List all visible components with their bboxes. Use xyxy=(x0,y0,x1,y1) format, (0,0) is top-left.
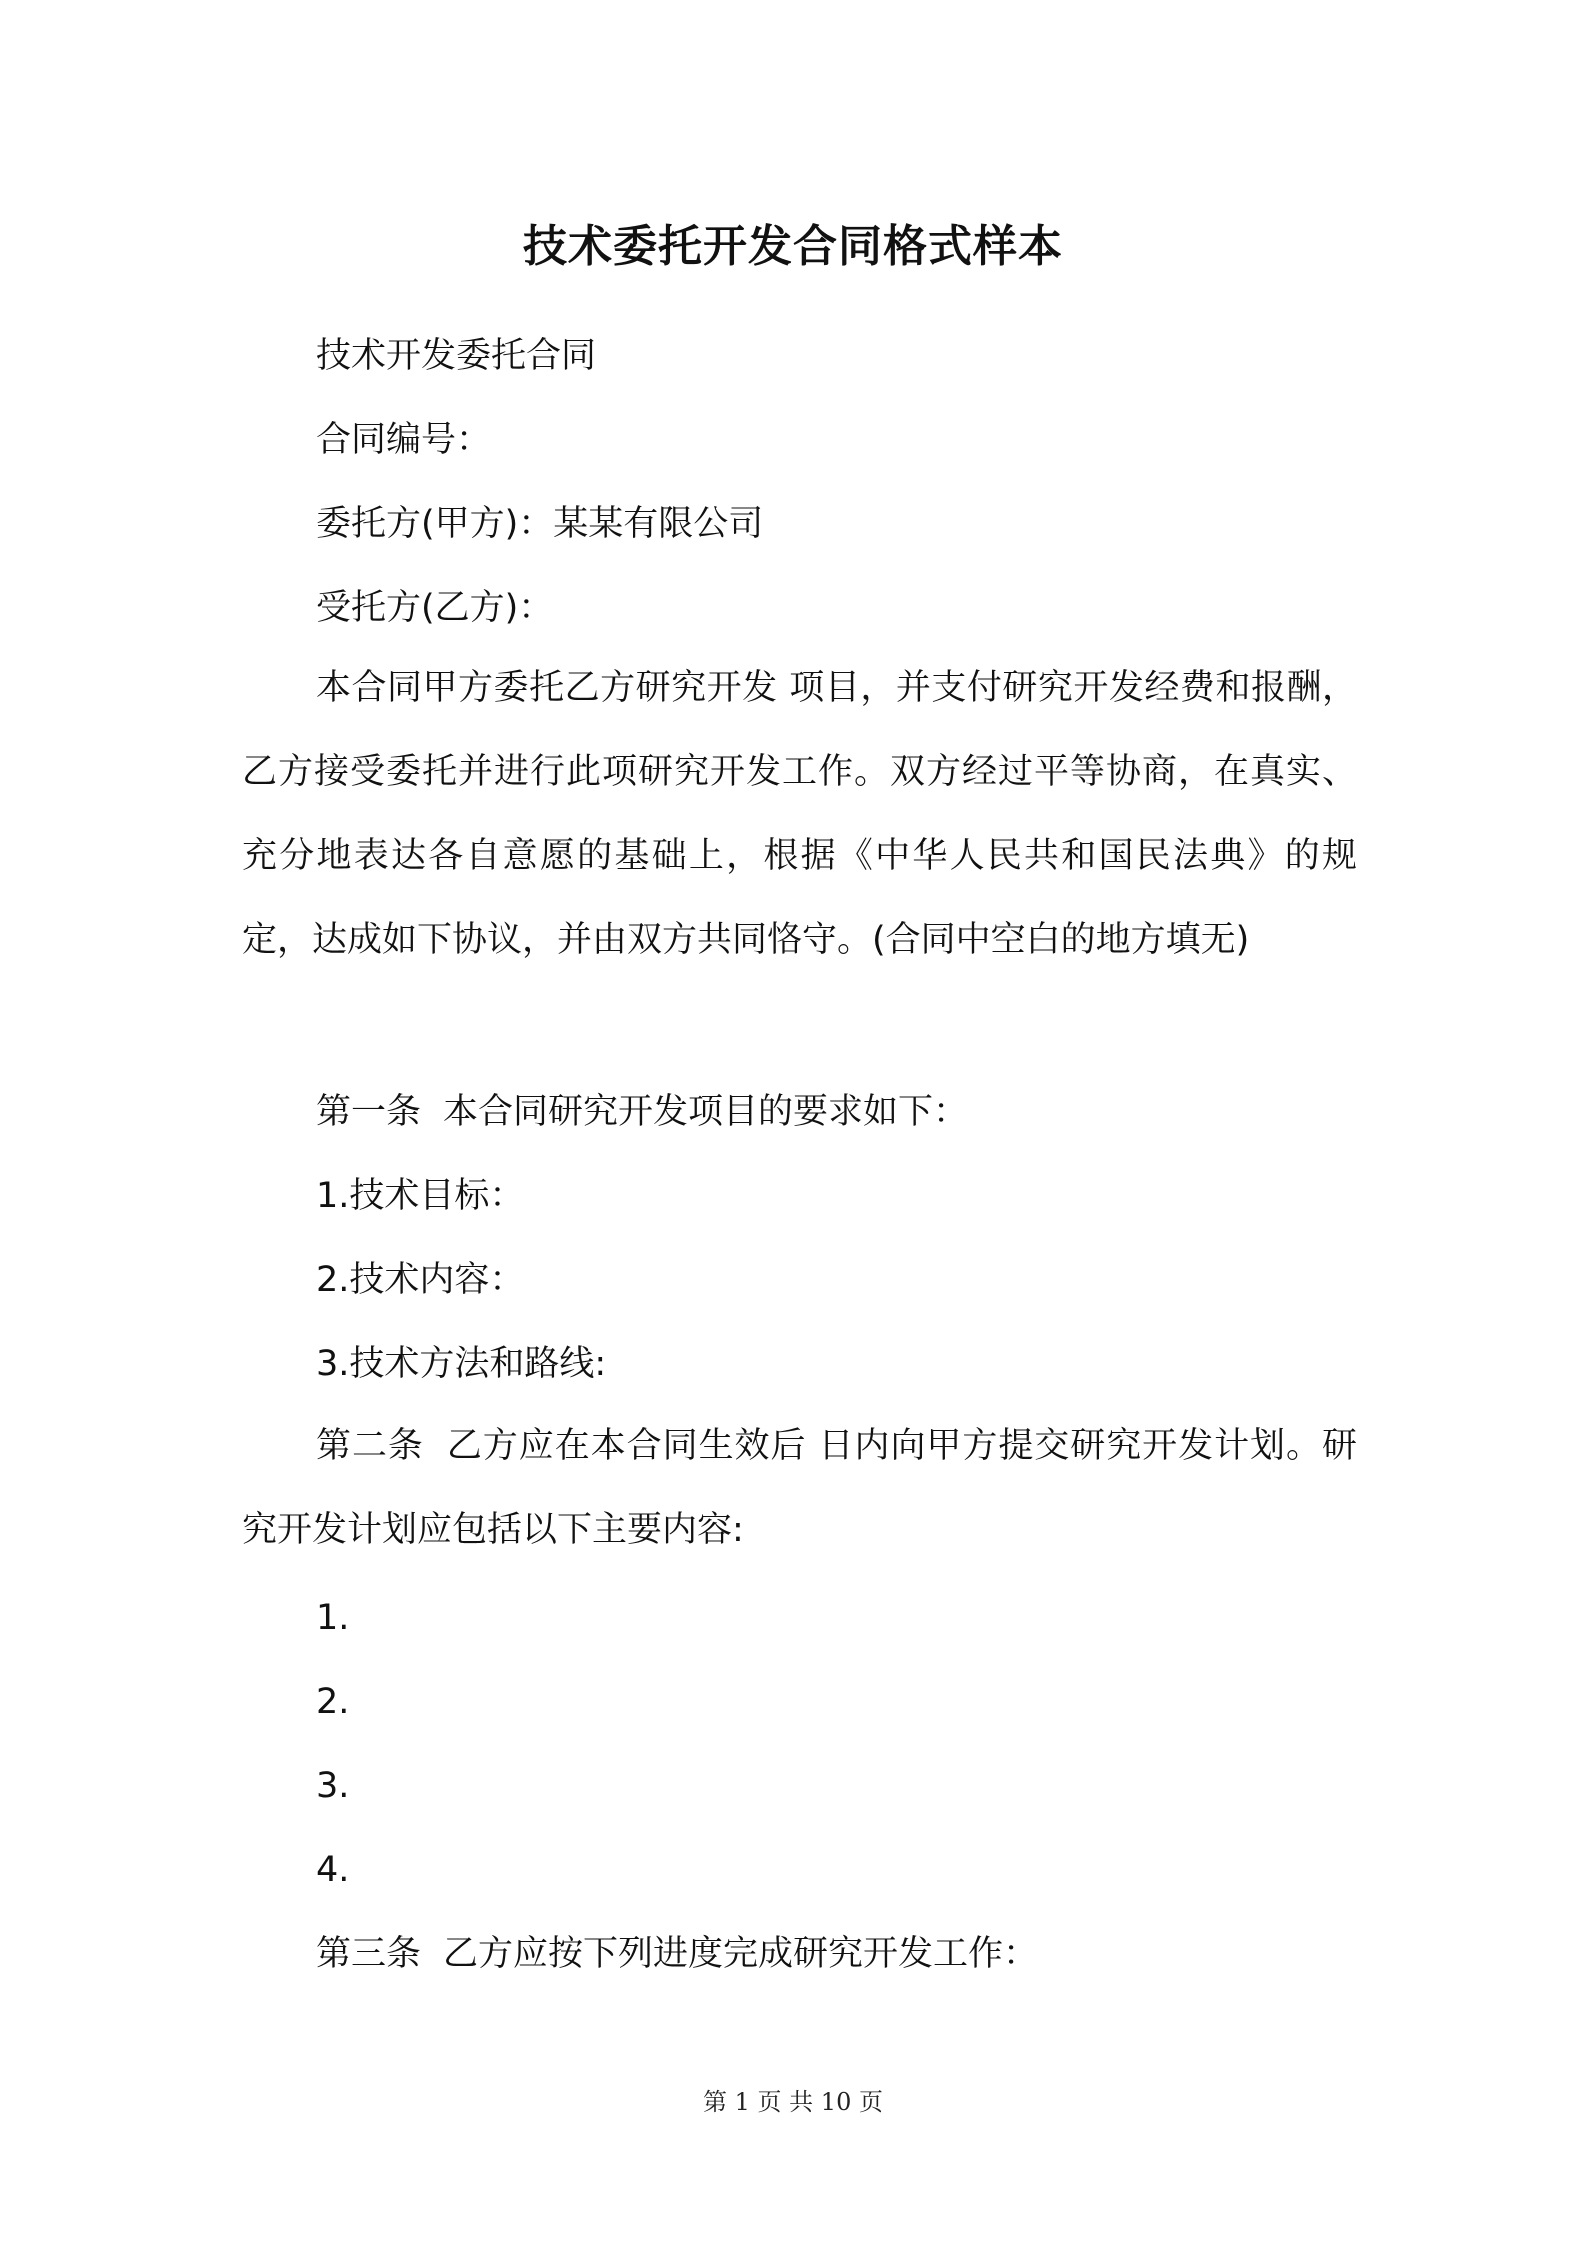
article-2-item: 3. xyxy=(316,1766,350,1806)
article-1-item: 2.技术内容： xyxy=(316,1260,525,1300)
article-3-label: 第三条 xyxy=(316,1934,422,1974)
article-2-item: 2. xyxy=(316,1682,350,1722)
article-3-text: 乙方应按下列进度完成研究开发工作： xyxy=(443,1934,1039,1974)
article-2-item: 1. xyxy=(316,1598,350,1638)
article-2-label: 第二条 xyxy=(316,1426,424,1466)
article-3 xyxy=(316,1924,1038,1984)
article-1-item: 1.技术目标： xyxy=(316,1176,525,1216)
page-footer: 第 1 页 共 10 页 xyxy=(703,2088,883,2116)
client-party-line: 委托方(甲方)：某某有限公司 xyxy=(316,504,764,544)
article-1-item: 3.技术方法和路线: xyxy=(316,1344,607,1384)
article-1 xyxy=(316,1082,968,1142)
contract-number-line: 合同编号： xyxy=(316,420,492,460)
document-title: 技术委托开发合同格式样本 xyxy=(523,221,1063,272)
article-2 xyxy=(242,1404,1357,1572)
article-2-item: 4. xyxy=(316,1850,350,1890)
intro-paragraph: 本合同甲方委托乙方研究开发 项目，并支付研究开发经费和报酬，乙方接受委托并进行此项研究开发工作。双方经过平等协商，在真实、充分地表达各自意愿的基础上，根据《中华人民共和国民法典》的规定，达成如下协议，并由双方共同恪守。(合同中空白的地方填无) xyxy=(242,668,1357,960)
contract-heading: 技术开发委托合同 xyxy=(316,336,597,376)
contractor-party-line: 受托方(乙方)： xyxy=(316,588,554,628)
article-2-text: 乙方应在本合同生效后 日内向甲方提交研究开发计划。研究开发计划应包括以下主要内容: xyxy=(242,1426,1357,1550)
article-1-label: 第一条 xyxy=(316,1092,422,1132)
article-1-text: 本合同研究开发项目的要求如下： xyxy=(443,1092,969,1132)
